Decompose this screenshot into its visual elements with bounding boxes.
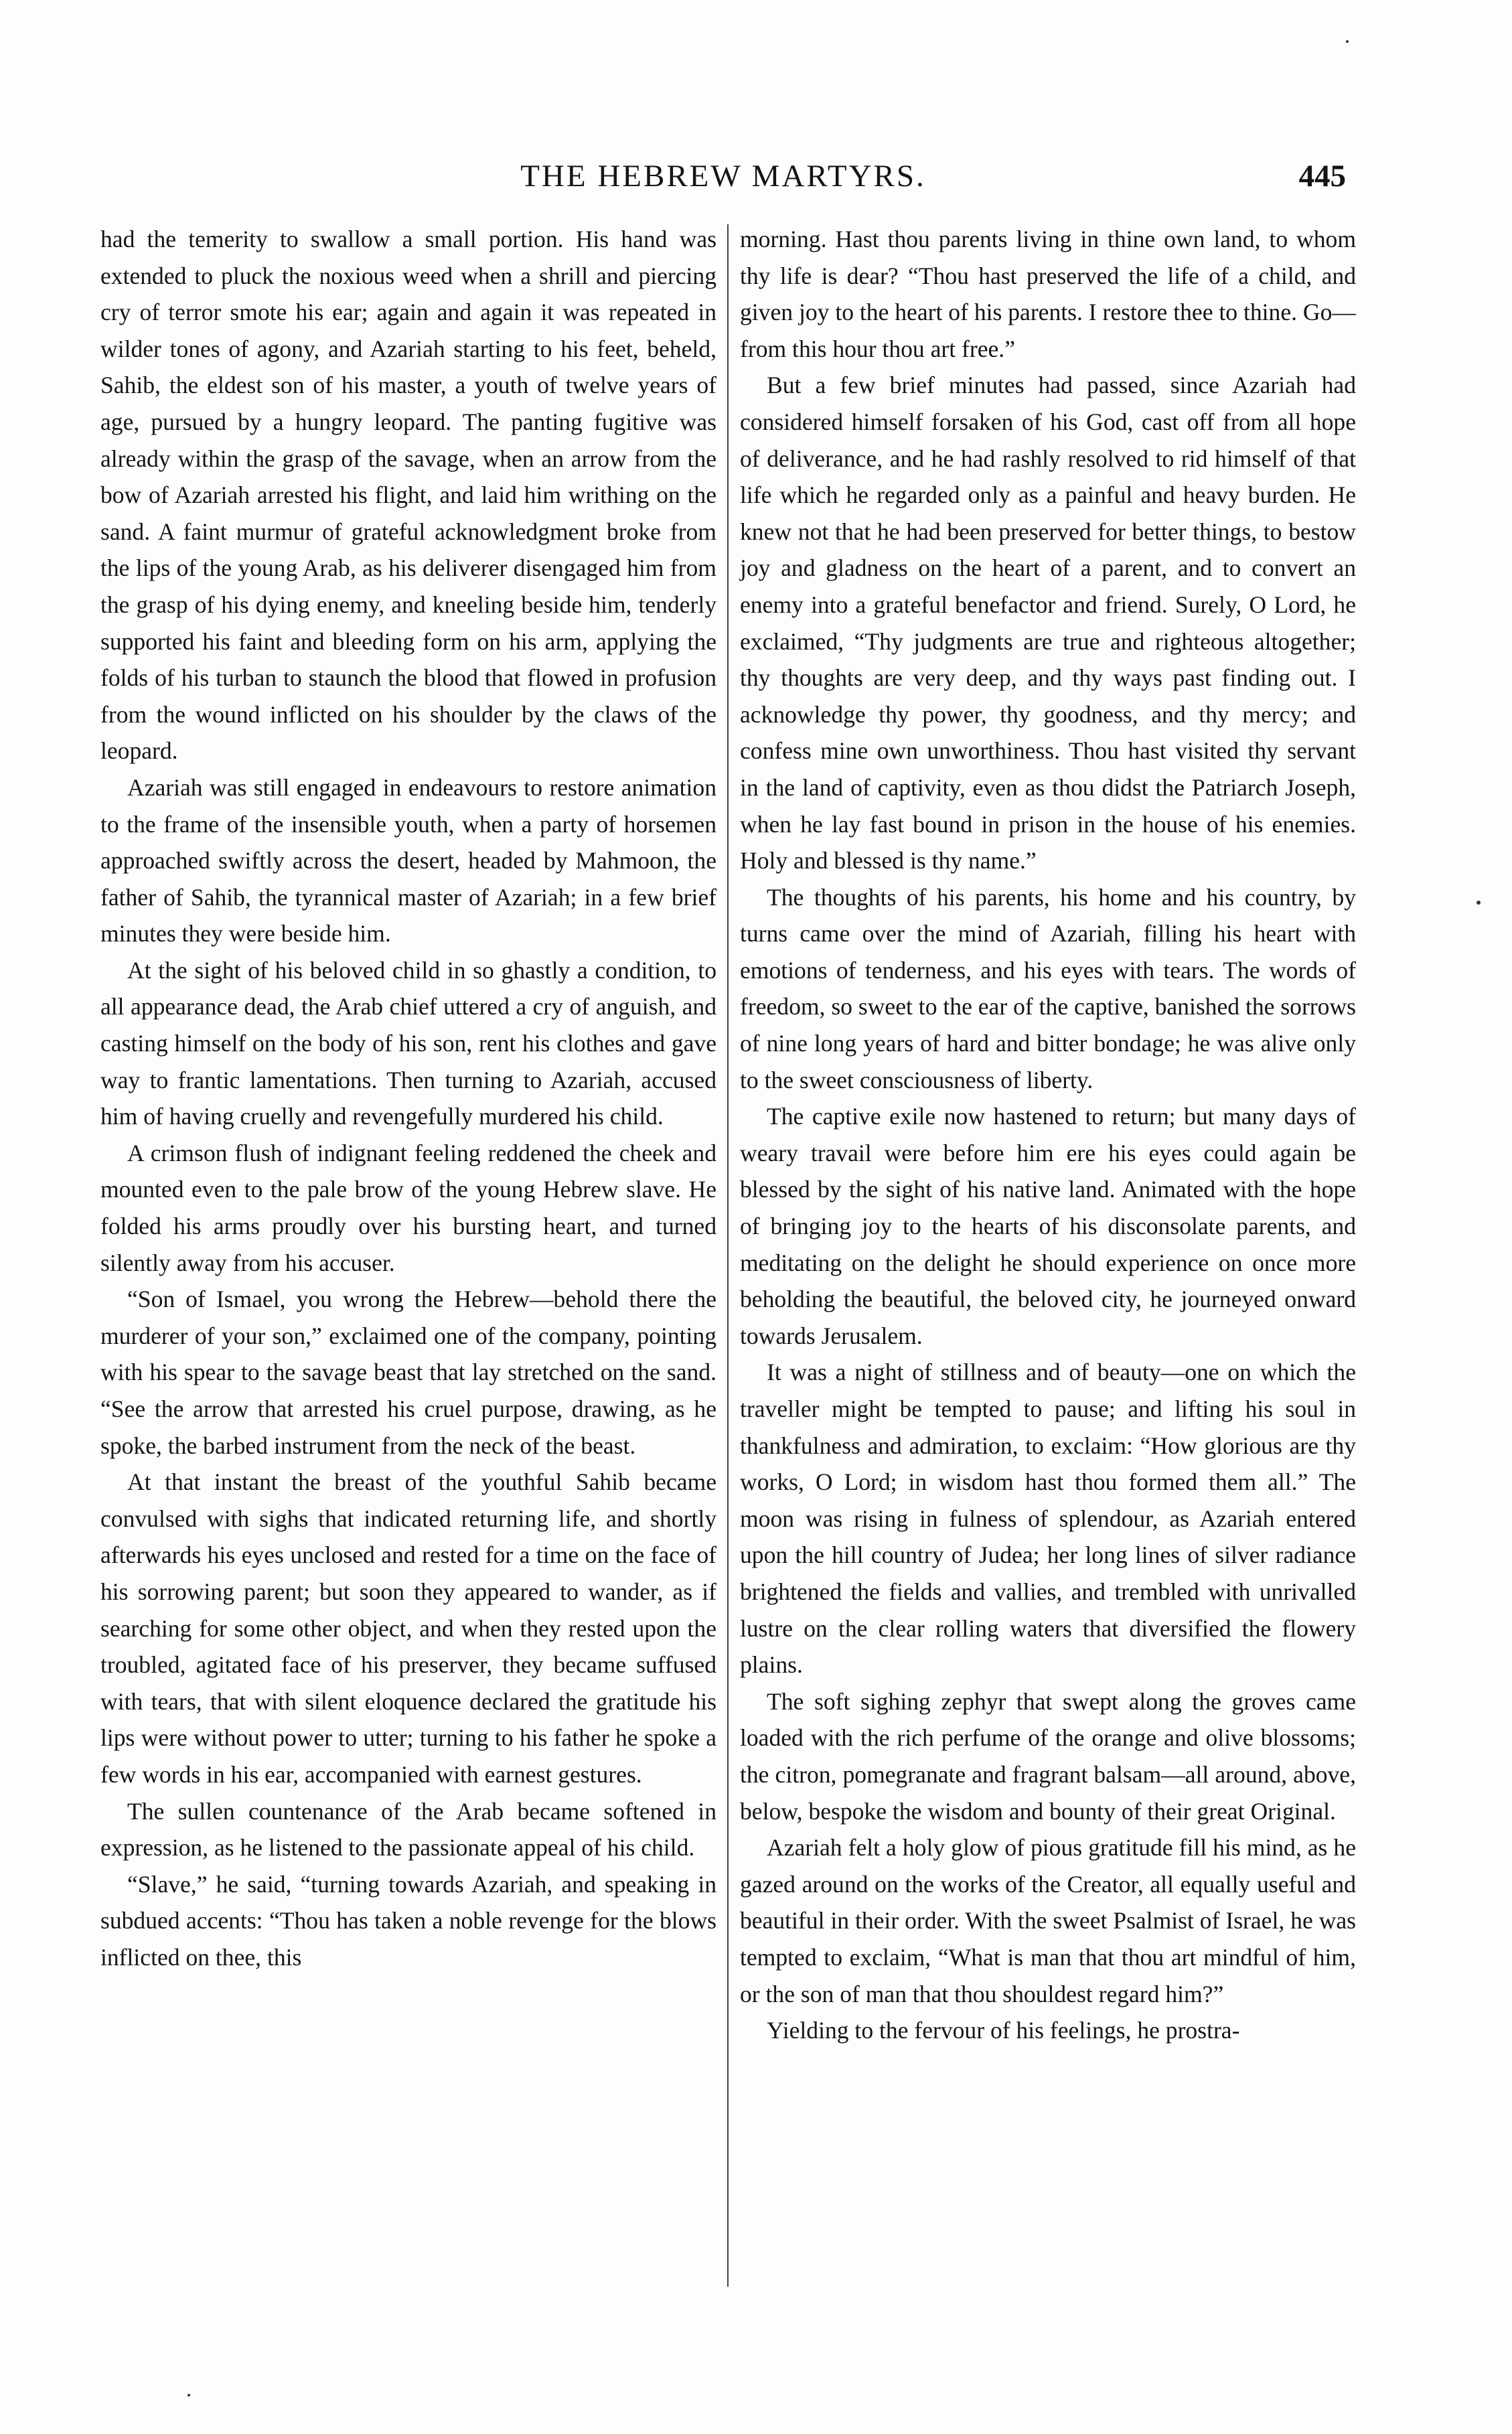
paragraph: The soft sighing zephyr that swept along the groves came loaded with the rich perfume of the orange and olive blossoms; the citron, pomegranate and fragrant balsam—all around, above, below, bespoke the wisdom and bounty of their great Original.: [740, 1687, 1356, 1825]
paragraph: At the sight of his beloved child in so ghastly a condition, to all appearance dead, the Arab chief uttered a cry of anguish, and casting himself on the body of his son, rent his clothes and gave way to frantic lamentations. Then turning to Azariah, accused him of having cruelly and revengefully murdered his child.: [100, 956, 716, 1130]
ink-speck: [187, 2394, 190, 2397]
paragraph: But a few brief minutes had passed, since Azariah had considered himself forsaken of his God, cast off from all hope of deliverance, and he had rashly resolved to rid himself of that life which he regarded only as a painful and heavy burden. He knew not that he had been preserved for better things, to bestow joy and gladness on the heart of a parent, and to convert an enemy into a grateful benefactor and friend. Surely, O Lord, he exclaimed, “Thy judgments are true and righteous altogether; thy thoughts are very deep, and thy ways past finding out. I acknowledge thy power, thy goodness, and thy mercy; and confess mine own unworthiness. Thou hast visited thy servant in the land of captivity, even as thou didst the Patriarch Joseph, when he lay fast bound in prison in the house of his enemies. Holy and blessed is thy name.”: [740, 372, 1356, 874]
running-head: [100, 153, 1346, 200]
ink-speck: [1346, 40, 1349, 43]
paragraph: The sullen countenance of the Arab became softened in expression, as he listened to the passionate appeal of his child.: [100, 1797, 716, 1861]
running-title: THE HEBREW MARTYRS.: [520, 159, 926, 194]
paragraph: The thoughts of his parents, his home and his country, by turns came over the mind of Azariah, filling his heart with emotions of tenderness, and his eyes with tears. The words of freedom, so sweet to the ear of the captive, banished the sorrows of nine long years of hard and bitter bondage; he was alive only to the sweet consciousness of liberty.: [740, 883, 1356, 1093]
paragraph: “Slave,” he said, “turning towards Azariah, and speaking in subdued accents: “Thou has taken a noble revenge for the blows inflicted on thee, this: [100, 1870, 716, 1971]
paragraph: At that instant the breast of the youthful Sahib became convulsed with sighs that indicated returning life, and shortly afterwards his eyes unclosed and rested for a time on the face of his sorrowing parent; but soon they appeared to wander, as if searching for some other object, and when they rested upon the troubled, agitated face of his preserver, they became suffused with tears, that with silent eloquence declared the gratitude his lips were without power to utter; turning to his father he spoke a few words in his ear, accompanied with earnest gestures.: [100, 1468, 716, 1788]
paragraph: Azariah felt a holy glow of pious gratitude fill his mind, as he gazed around on the works of the Creator, all equally useful and beautiful in their order. With the sweet Psalmist of Israel, he was tempted to exclaim, “What is man that thou art mindful of him, or the son of man that thou shouldest regard him?”: [740, 1834, 1356, 2007]
paragraph: “Son of Ismael, you wrong the Hebrew—behold there the murderer of your son,” exclaimed one of the company, pointing with his spear to the savage beast that lay stretched on the sand. “See the arrow that arrested his cruel purpose, drawing, as he spoke, the barbed instrument from the neck of the beast.: [100, 1286, 716, 1459]
page-number: 445: [1298, 159, 1346, 194]
paragraph: It was a night of stillness and of beauty—one on which the traveller might be tempted to pause; and lifting his soul in thankfulness and admiration, to exclaim: “How glorious are thy works, O Lord; in wisdom hast thou formed them all.” The moon was rising in fulness of splendour, as Azariah entered upon the hill country of Judea; her long lines of silver radiance brightened the fields and vallies, and trembled with unrivalled lustre on the clear rolling waters that diversified the flowery plains.: [740, 1359, 1356, 1679]
paragraph: morning. Hast thou parents living in thine own land, to whom thy life is dear? “Thou hast preserved the life of a child, and given joy to the heart of his parents. I restore thee to thine. Go—from this hour thou art free.”: [740, 226, 1356, 362]
paragraph: The captive exile now hastened to return; but many days of weary travail were before him ere his eyes could again be blessed by the sight of his native land. Animated with the hope of bringing joy to the hearts of his disconsolate parents, and meditating on the delight he should experience on once more beholding the beautiful, the beloved city, he journeyed onward towards Jerusalem.: [740, 1103, 1356, 1349]
right-column: [740, 221, 1356, 2049]
left-column: [100, 221, 716, 1976]
paragraph: A crimson flush of indignant feeling reddened the cheek and mounted even to the pale brow of the young Hebrew slave. He folded his arms proudly over his bursting heart, and turned silently away from his accuser.: [100, 1139, 716, 1276]
ink-speck: [1477, 901, 1481, 905]
paragraph: Azariah was still engaged in endeavours to restore animation to the frame of the insensible youth, when a party of horsemen approached swiftly across the desert, headed by Mahmoon, the father of Sahib, the tyrannical master of Azariah; in a few brief minutes they were beside him.: [100, 773, 716, 947]
paragraph: had the temerity to swallow a small portion. His hand was extended to pluck the noxious weed when a shrill and piercing cry of terror smote his ear; again and again it was repeated in wilder tones of agony, and Azariah starting to his feet, beheld, Sahib, the eldest son of his master, a youth of twelve years of age, pursued by a hungry leopard. The panting fugitive was already within the grasp of the savage, when an arrow from the bow of Azariah arrested his flight, and laid him writhing on the sand. A faint murmur of grateful acknowledgment broke from the lips of the young Arab, as his deliverer disengaged him from the grasp of his dying enemy, and kneeling beside him, tenderly supported his faint and bleeding form on his arm, applying the folds of his turban to staunch the blood that flowed in profusion from the wound inflicted on his shoulder by the claws of the leopard.: [100, 226, 716, 765]
column-divider: [727, 224, 729, 2287]
paragraph: Yielding to the fervour of his feelings, he prostra-: [767, 2017, 1240, 2044]
